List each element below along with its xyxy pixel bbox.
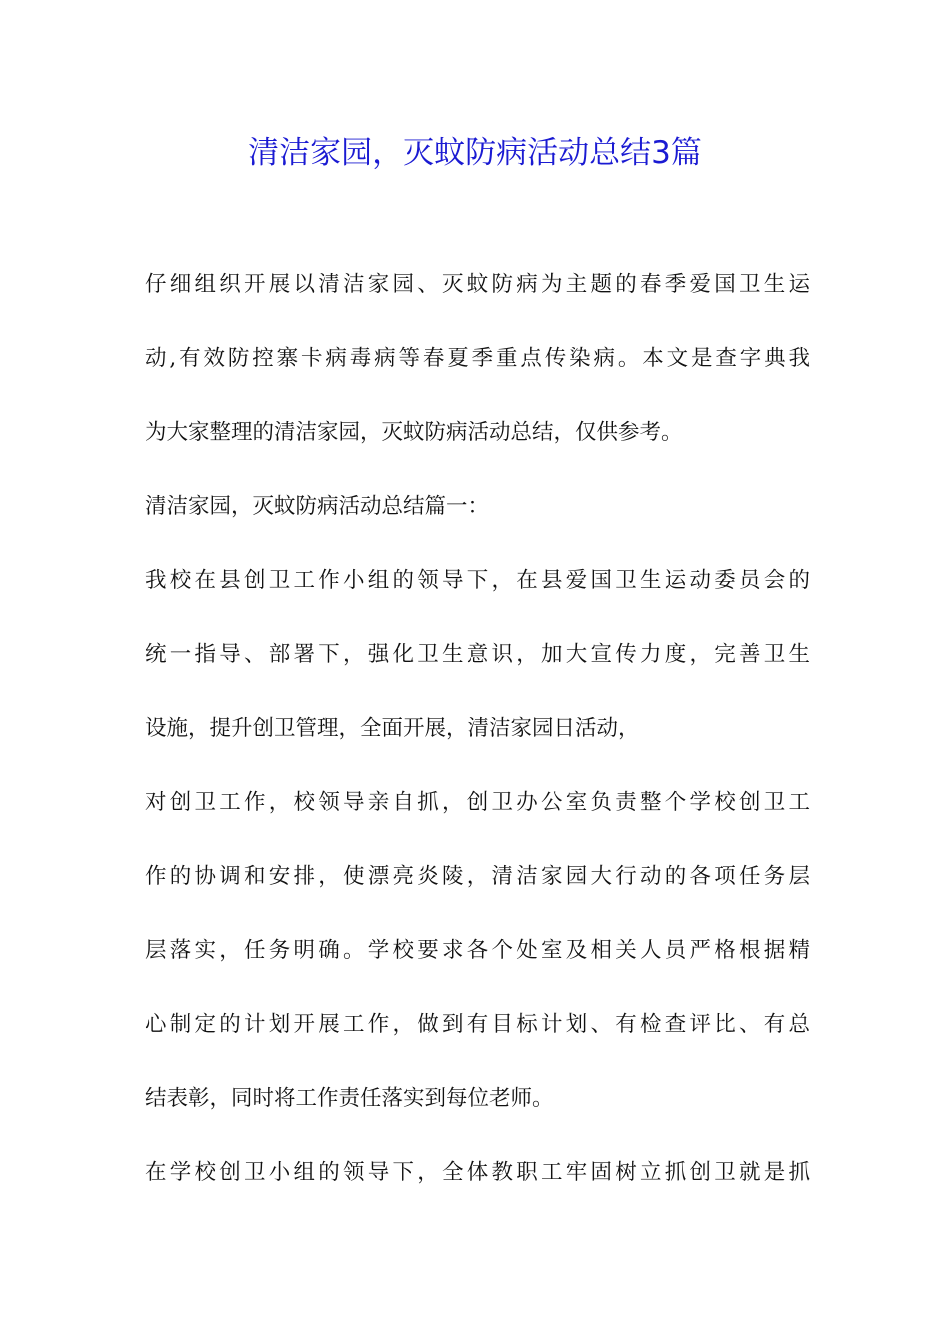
- body-line-13: 在学校创卫小组的领导下，全体教职工牢固树立抓创卫就是抓: [145, 1160, 810, 1185]
- body-line-12: 结表彰，同时将工作责任落实到每位老师。: [145, 1086, 554, 1111]
- body-line-1: 仔细组织开展以清洁家园、灭蚊防病为主题的春季爱国卫生运: [145, 272, 810, 297]
- body-line-11: 心制定的计划开展工作，做到有目标计划、有检查评比、有总: [145, 1012, 810, 1037]
- document-title: 清洁家园，灭蚊防病活动总结3篇: [248, 135, 702, 171]
- body-line-7: 设施，提升创卫管理，全面开展，清洁家园日活动，: [145, 716, 640, 741]
- body-line-6: 统一指导、部署下，强化卫生意识，加大宣传力度，完善卫生: [145, 642, 810, 667]
- body-line-10: 层落实，任务明确。学校要求各个处室及相关人员严格根据精: [145, 938, 810, 963]
- body-line-2: 动,有效防控寨卡病毒病等春夏季重点传染病。本文是查字典我: [145, 346, 810, 371]
- body-line-5: 我校在县创卫工作小组的领导下，在县爱国卫生运动委员会的: [145, 568, 810, 593]
- section-heading-1: 清洁家园，灭蚊防病活动总结篇一：: [145, 494, 490, 519]
- body-line-3: 为大家整理的清洁家园，灭蚊防病活动总结，仅供参考。: [145, 420, 683, 445]
- document-body: [145, 262, 810, 1224]
- body-line-9: 作的协调和安排，使漂亮炎陵，清洁家园大行动的各项任务层: [145, 864, 810, 889]
- body-line-8: 对创卫工作，校领导亲自抓，创卫办公室负责整个学校创卫工: [145, 790, 810, 815]
